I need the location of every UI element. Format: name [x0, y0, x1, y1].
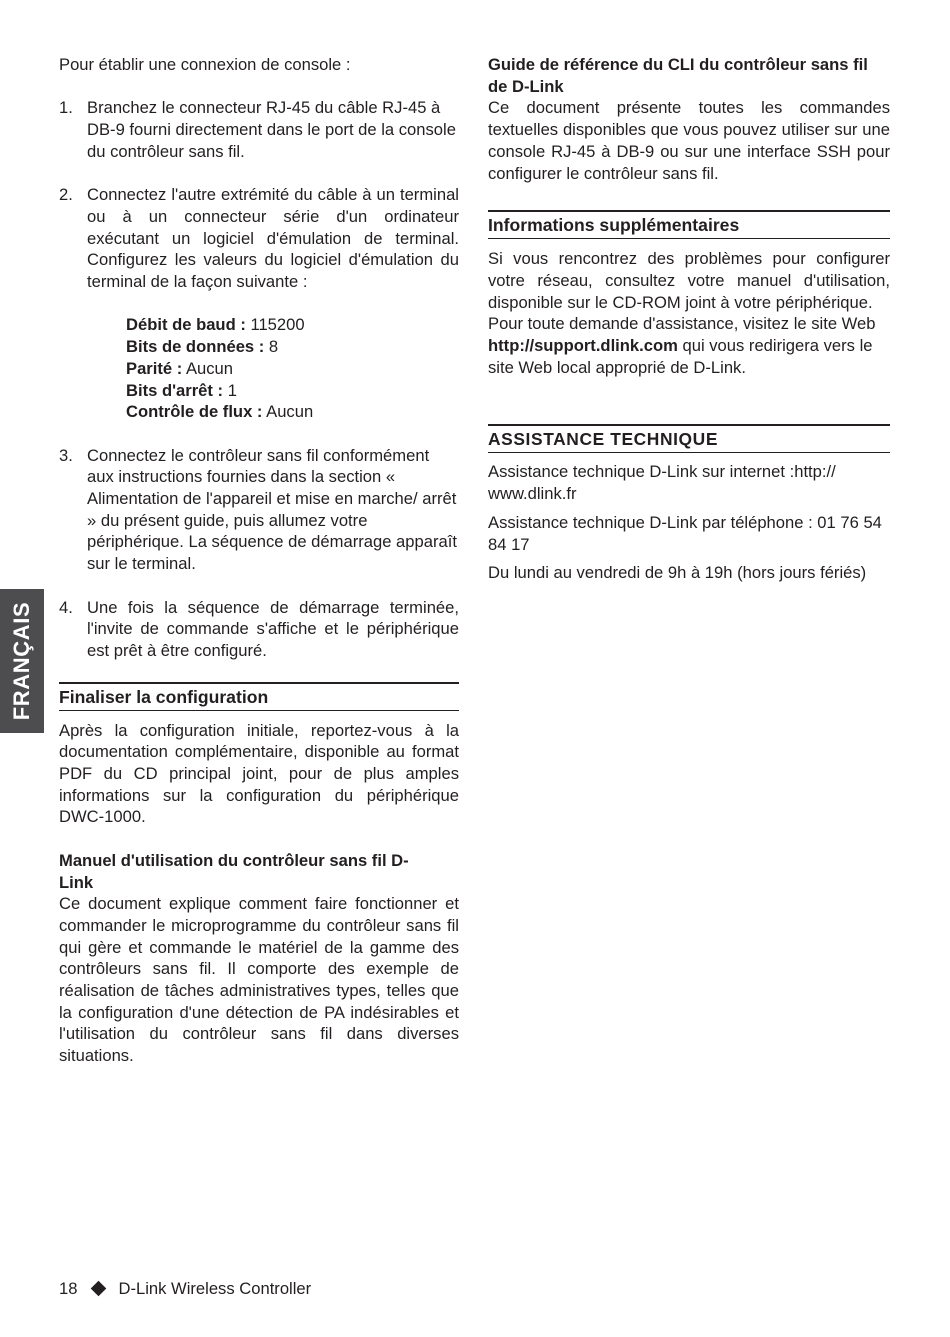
setting-label: Bits d'arrêt : [126, 380, 224, 400]
intro-text: Pour établir une connexion de console : [59, 55, 351, 74]
finalize-text: Après la configuration initiale, reportez-vous à la documentation complémentaire, disponible au format PDF du CD principal joint, pour de plus amples informations sur la configuration du périphérique DWC-1000. [59, 720, 459, 827]
diamond-icon [91, 1281, 107, 1297]
support-link[interactable]: http://support.dlink.com [488, 336, 678, 356]
setting-row [126, 314, 459, 336]
step-item [59, 445, 459, 575]
setting-row [126, 401, 459, 423]
setting-value: 8 [264, 337, 279, 357]
setting-label: Bits de données : [126, 337, 265, 357]
footer-title: D-Link Wireless Controller [118, 1279, 312, 1298]
info-assist-text: Pour toute demande d'assistance, visitez le site Web [488, 314, 876, 334]
setting-label: Débit de baud : [126, 315, 246, 335]
setting-value: Aucun [182, 358, 234, 378]
section-title-info: Informations supplémentaires [488, 210, 890, 239]
setting-label: Contrôle de flux : [126, 402, 263, 422]
info-text: Si vous rencontrez des problèmes pour configurer votre réseau, consultez votre manuel d'utilisation, disponible sur le CD-ROM joint à votre périphérique. [488, 249, 890, 312]
steps-list [59, 97, 459, 661]
terminal-settings [87, 314, 459, 423]
setting-value: Aucun [262, 402, 314, 422]
step-number: 1. [59, 98, 73, 118]
support-web-text: Assistance technique D-Link sur internet :http:// www.dlink.fr [488, 462, 836, 504]
language-tab-label: FRANÇAIS [9, 601, 35, 721]
setting-row [126, 358, 459, 380]
section-title-finalize: Finaliser la configuration [59, 682, 459, 711]
cli-guide-text: Ce document présente toutes les commandes textuelles disponibles que vous pouvez utiliser sur une console RJ-45 à DB-9 ou sur une interface SSH pour configurer le contrôleur sans fil. [488, 98, 890, 183]
step-number: 3. [59, 445, 73, 465]
step-text: Connectez l'autre extrémité du câble à un terminal ou à un connecteur série d'un ordinateur exécutant un logiciel d'émulation de terminal. Configurez les valeurs du logiciel d'émulation du terminal de la façon suivante : [87, 185, 459, 291]
step-text: Une fois la séquence de démarrage terminée, l'invite de commande s'affiche et le périphérique est prêt à être configuré. [87, 597, 459, 660]
page-number: 18 [59, 1279, 78, 1298]
step-text: Branchez le connecteur RJ-45 du câble RJ-45 à DB-9 fourni directement dans le port de la console du contrôleur sans fil. [87, 98, 456, 161]
right-column [488, 54, 890, 584]
support-phone-text: Assistance technique D-Link par téléphone : 01 76 54 84 17 [488, 512, 882, 554]
setting-row [126, 336, 459, 358]
step-text: Connectez le contrôleur sans fil conformément aux instructions fournies dans la section « Alimentation de l'appareil et mise en marche/ arrêt » du présent guide, puis allumez votre périphérique. La séquence de démarrage apparaît sur le terminal. [87, 445, 457, 574]
language-tab [0, 589, 44, 733]
page-footer [59, 1278, 311, 1300]
info-link-suffix: qui vous redirigera vers le site Web local approprié de D-Link. [488, 336, 873, 377]
manual-title: Manuel d'utilisation du contrôleur sans fil D-Link [59, 850, 409, 892]
step-item [59, 184, 459, 423]
left-column [59, 54, 459, 1067]
info-link-paragraph [488, 335, 890, 378]
step-item [59, 597, 459, 662]
support-hours-text: Du lundi au vendredi de 9h à 19h (hors jours fériés) [488, 563, 867, 583]
setting-label: Parité : [126, 358, 183, 378]
section-title-support: ASSISTANCE TECHNIQUE [488, 424, 890, 453]
cli-guide-title: Guide de référence du CLI du contrôleur sans fil de D-Link [488, 55, 868, 96]
setting-row [126, 380, 459, 402]
setting-value: 115200 [245, 315, 305, 335]
setting-value: 1 [223, 380, 237, 400]
step-number: 4. [59, 597, 73, 617]
step-item [59, 97, 459, 162]
step-number: 2. [59, 185, 73, 205]
manual-text: Ce document explique comment faire fonctionner et commander le microprogramme du contrôleur sans fil qui gère et commande le matériel de la gamme des contrôleurs sans fil. Il comporte des exemple de réalisation de tâches administratives types, telles que la configuration d'une détection de PA indésirables et l'utilisation du contrôleur sans fil dans diverses situations. [59, 894, 459, 1066]
